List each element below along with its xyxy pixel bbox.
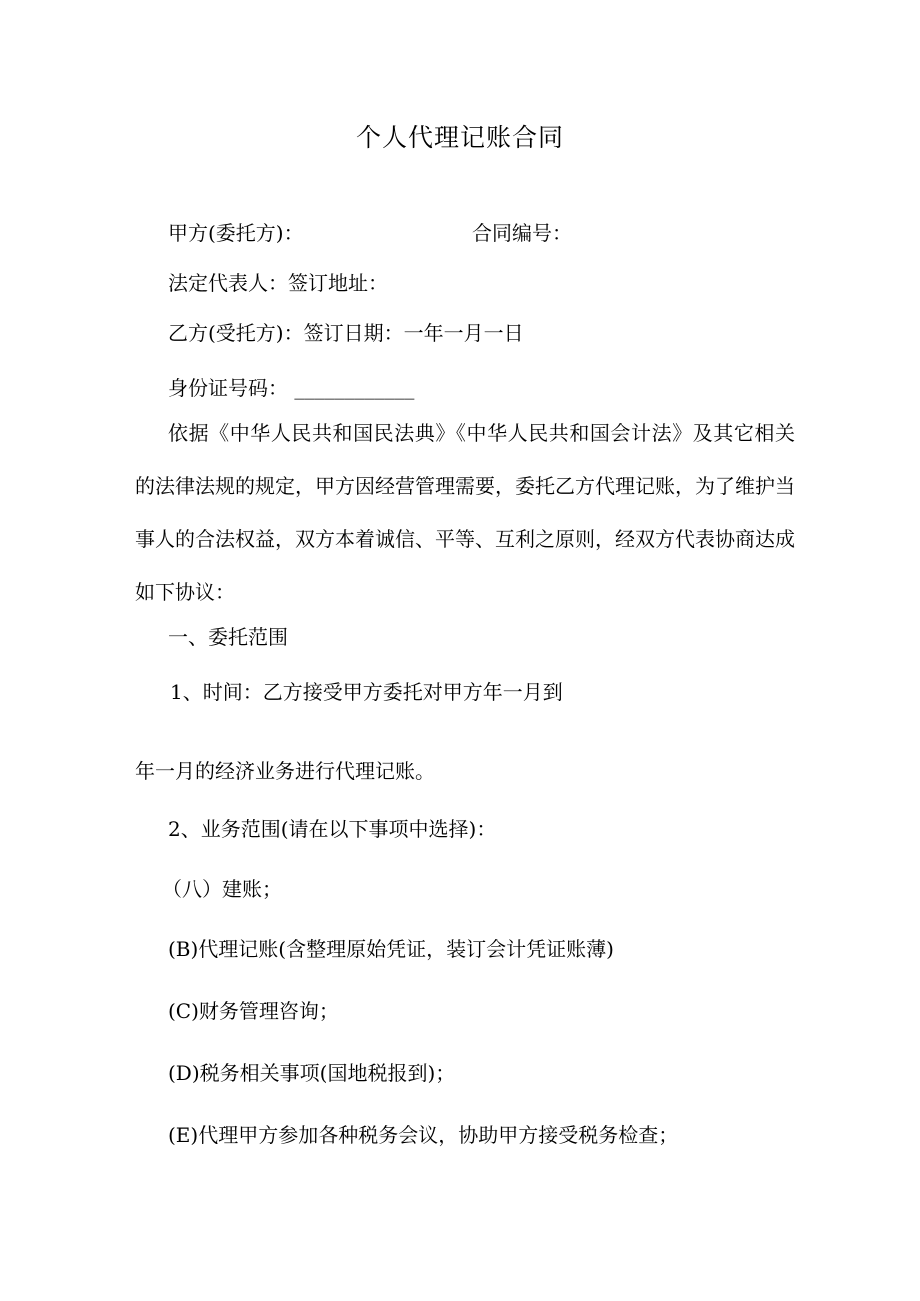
preamble-paragraph: 依据《中华人民共和国民法典》《中华人民共和国会计法》及其它相关的法律法规的规定，甲方因经营管理需要，委托乙方代理记账，为了维护当事人的合法权益，双方本着诚信、平等、互利之原则，经双方代表协商达成如下协议：	[135, 421, 795, 604]
option-item: (D)税务相关事项(国地税报到)；	[168, 1061, 456, 1085]
clause-business-scope: 2、业务范围(请在以下事项中选择)：	[168, 817, 497, 841]
id-number-field: 身份证号码： ____________	[168, 376, 415, 400]
party-a-field: 甲方(委托方)：	[168, 221, 304, 245]
option-item: (B)代理记账(含整理原始凭证，装订会计凭证账薄)	[168, 937, 614, 961]
contract-number-field: 合同编号：	[472, 221, 572, 245]
clause-time-line2: 年一月的经济业务进行代理记账。	[135, 759, 435, 783]
clause-time-line1: 1、时间：乙方接受甲方委托对甲方年一月到	[170, 680, 563, 704]
party-b-field: 乙方(受托方)：签订日期：一年一月一日	[168, 321, 524, 345]
option-item: (C)财务管理咨询；	[168, 999, 339, 1023]
option-item: (E)代理甲方参加各种税务会议，协助甲方接受税务检查；	[168, 1123, 679, 1147]
document-title: 个人代理记账合同	[355, 123, 564, 152]
option-item: （八）建账；	[162, 877, 282, 901]
legal-representative-field: 法定代表人：签订地址：	[168, 271, 388, 295]
section-heading-scope: 一、委托范围	[168, 625, 288, 649]
